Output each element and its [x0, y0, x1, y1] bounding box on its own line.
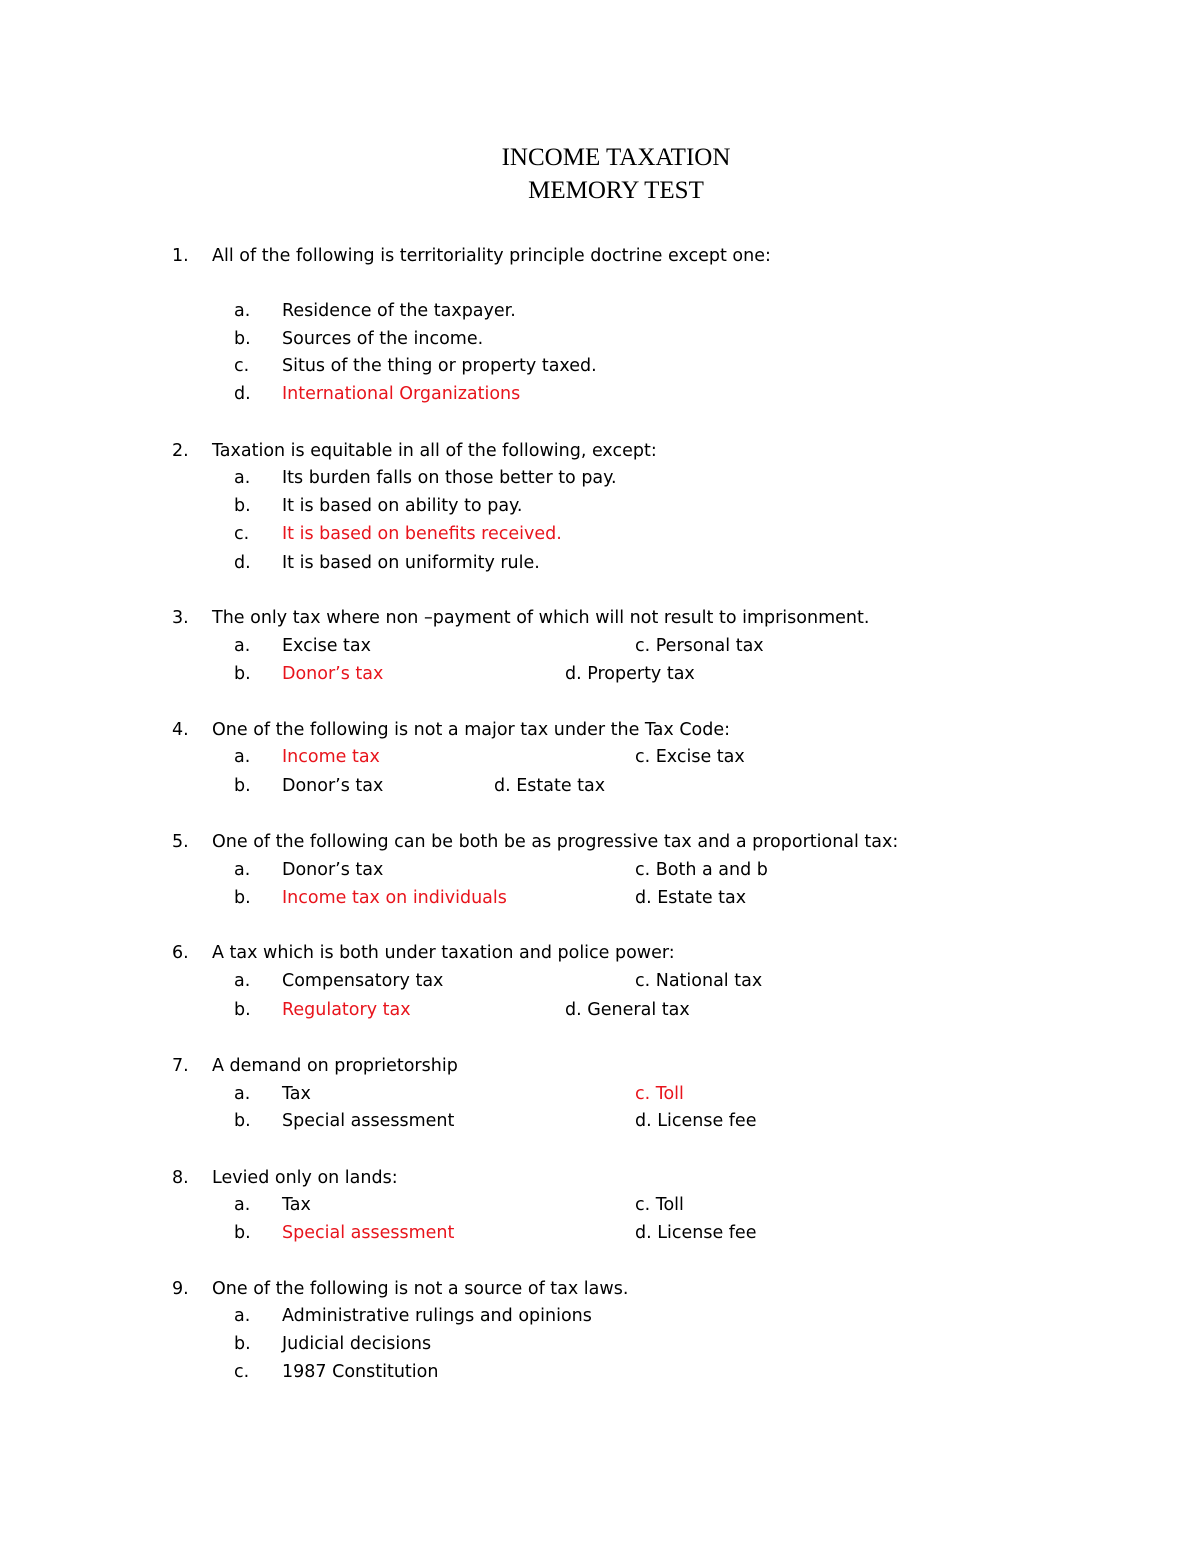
- question-number: 4.: [172, 720, 189, 740]
- question-number: 7.: [172, 1056, 189, 1076]
- option-text: Administrative rulings and opinions: [282, 1306, 592, 1326]
- question-text: A demand on proprietorship: [212, 1056, 458, 1076]
- option-letter: c.: [234, 1362, 250, 1382]
- option-letter: b.: [234, 1000, 251, 1020]
- option-text: d. Estate tax: [494, 776, 606, 796]
- option-letter: d.: [234, 553, 251, 573]
- question-text: Taxation is equitable in all of the following, except:: [212, 441, 657, 461]
- question-number: 9.: [172, 1279, 189, 1299]
- correct-answer: International Organizations: [282, 384, 521, 404]
- correct-answer: Special assessment: [282, 1223, 455, 1243]
- option-letter: d.: [234, 384, 251, 404]
- option-text: c. Both a and b: [635, 860, 768, 880]
- option-letter: b.: [234, 664, 251, 684]
- option-text: Sources of the income.: [282, 329, 484, 349]
- option-text: d. License fee: [635, 1223, 757, 1243]
- question-text: Levied only on lands:: [212, 1168, 398, 1188]
- option-text: Its burden falls on those better to pay.: [282, 468, 617, 488]
- question-text: One of the following is not a major tax under the Tax Code:: [212, 720, 731, 740]
- option-text: Residence of the taxpayer.: [282, 301, 516, 321]
- question-text: All of the following is territoriality principle doctrine except one:: [212, 246, 771, 266]
- option-text: Tax: [282, 1084, 311, 1104]
- option-letter: a.: [234, 301, 251, 321]
- option-letter: a.: [234, 1195, 251, 1215]
- option-text: d. License fee: [635, 1111, 757, 1131]
- option-letter: a.: [234, 971, 251, 991]
- correct-answer: Income tax on individuals: [282, 888, 507, 908]
- correct-answer: It is based on benefits received.: [282, 524, 562, 544]
- question-number: 1.: [172, 246, 189, 266]
- option-letter: b.: [234, 1334, 251, 1354]
- question-text: The only tax where non –payment of which will not result to imprisonment.: [212, 608, 870, 628]
- document-title: INCOME TAXATION: [501, 144, 731, 171]
- option-letter: b.: [234, 776, 251, 796]
- question-text: One of the following is not a source of tax laws.: [212, 1279, 629, 1299]
- option-text: Compensatory tax: [282, 971, 444, 991]
- option-letter: c.: [234, 356, 250, 376]
- correct-answer: Donor’s tax: [282, 664, 384, 684]
- correct-answer: Regulatory tax: [282, 1000, 411, 1020]
- option-text: c. Personal tax: [635, 636, 764, 656]
- correct-answer: Income tax: [282, 747, 380, 767]
- option-text: c. Excise tax: [635, 747, 745, 767]
- option-letter: a.: [234, 1084, 251, 1104]
- option-text: d. Property tax: [565, 664, 695, 684]
- option-letter: a.: [234, 468, 251, 488]
- option-letter: a.: [234, 747, 251, 767]
- option-letter: a.: [234, 860, 251, 880]
- option-text: 1987 Constitution: [282, 1362, 439, 1382]
- option-letter: b.: [234, 1223, 251, 1243]
- option-letter: a.: [234, 1306, 251, 1326]
- option-text: Judicial decisions: [282, 1334, 432, 1354]
- option-text: c. Toll: [635, 1195, 684, 1215]
- option-letter: b.: [234, 1111, 251, 1131]
- question-text: A tax which is both under taxation and police power:: [212, 943, 675, 963]
- option-text: Situs of the thing or property taxed.: [282, 356, 597, 376]
- option-letter: c.: [234, 524, 250, 544]
- question-number: 3.: [172, 608, 189, 628]
- option-text: Special assessment: [282, 1111, 455, 1131]
- option-letter: b.: [234, 496, 251, 516]
- option-text: d. Estate tax: [635, 888, 747, 908]
- option-text: Tax: [282, 1195, 311, 1215]
- option-letter: b.: [234, 329, 251, 349]
- option-text: c. National tax: [635, 971, 763, 991]
- option-letter: b.: [234, 888, 251, 908]
- question-text: One of the following can be both be as progressive tax and a proportional tax:: [212, 832, 899, 852]
- question-number: 5.: [172, 832, 189, 852]
- option-text: Excise tax: [282, 636, 371, 656]
- document-subtitle: MEMORY TEST: [528, 177, 704, 204]
- question-number: 8.: [172, 1168, 189, 1188]
- option-text: Donor’s tax: [282, 860, 384, 880]
- option-text: It is based on uniformity rule.: [282, 553, 540, 573]
- option-letter: a.: [234, 636, 251, 656]
- question-number: 6.: [172, 943, 189, 963]
- option-text: d. General tax: [565, 1000, 690, 1020]
- option-text: Donor’s tax: [282, 776, 384, 796]
- question-number: 2.: [172, 441, 189, 461]
- option-text: It is based on ability to pay.: [282, 496, 523, 516]
- correct-answer: c. Toll: [635, 1084, 684, 1104]
